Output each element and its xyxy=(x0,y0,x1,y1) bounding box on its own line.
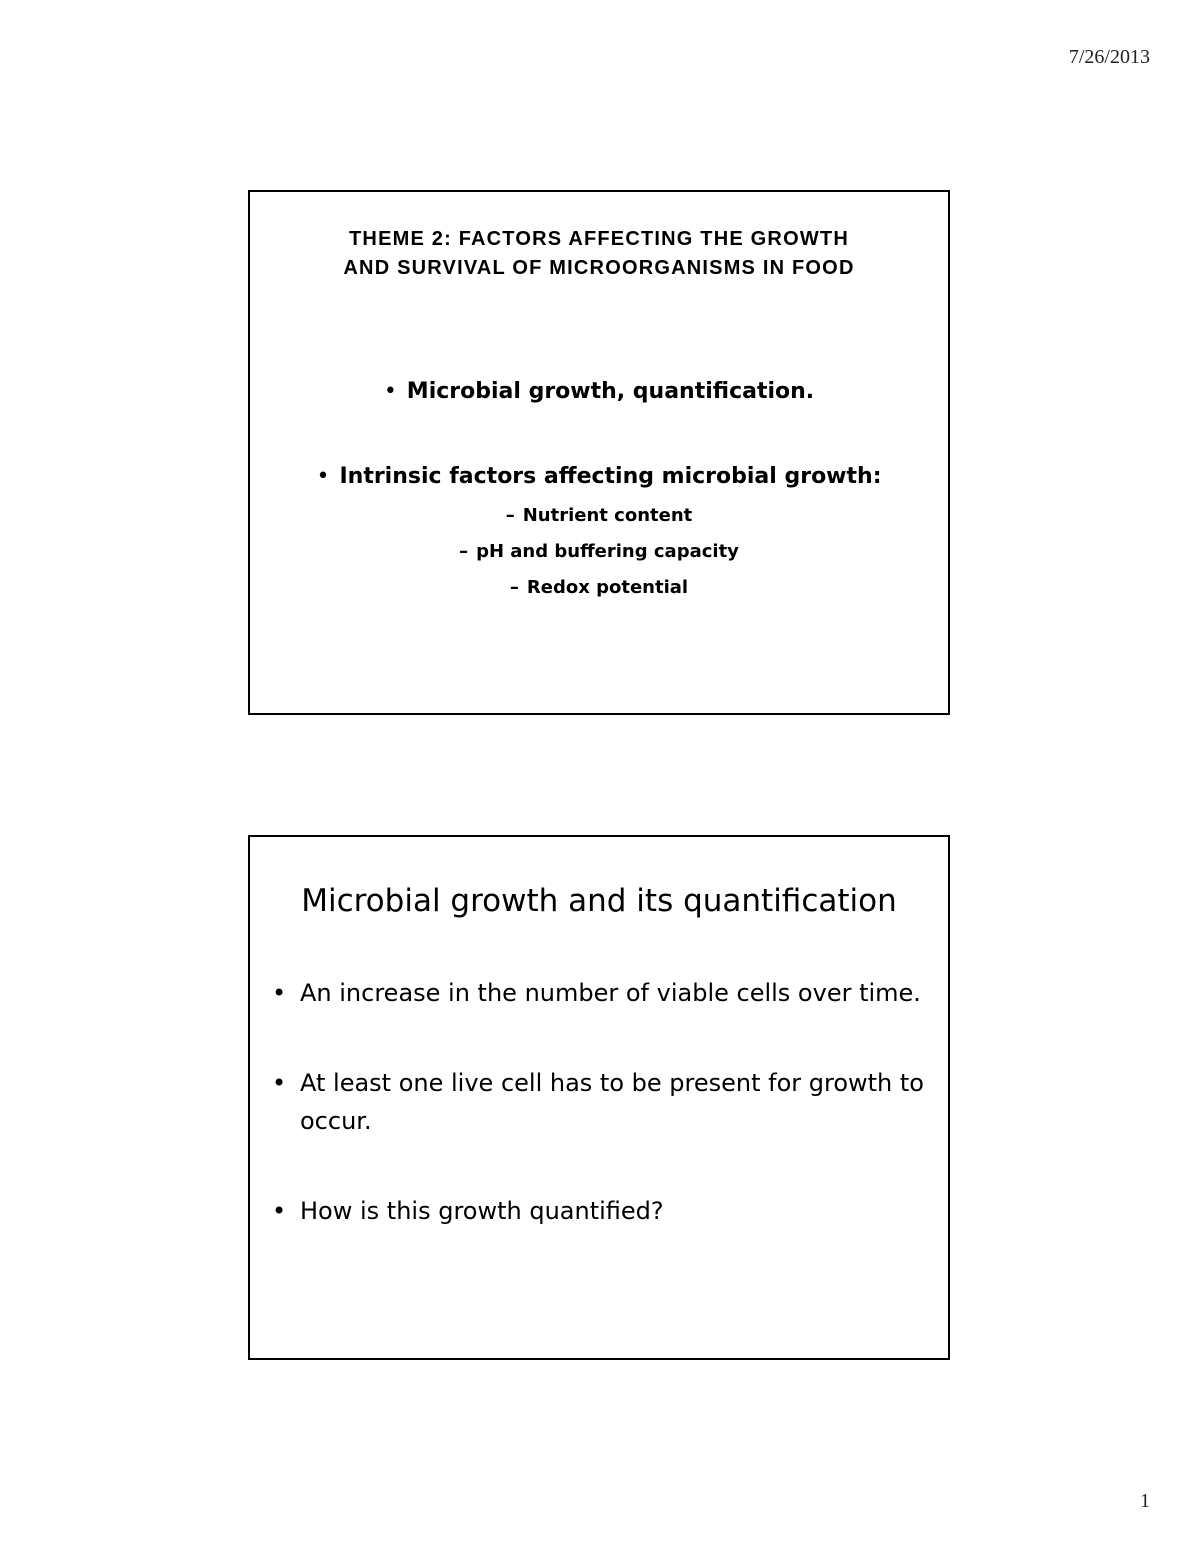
slide-2-bullet-text: At least one live cell has to be present for growth to occur. xyxy=(300,1069,924,1135)
slide-1-bullet-list xyxy=(250,377,948,600)
slide-2-bullet-item xyxy=(272,1064,932,1140)
slide-1-title xyxy=(250,225,948,283)
bullet-icon: • xyxy=(316,464,330,489)
slide-1-bullet-text: Intrinsic factors affecting microbial growth: xyxy=(339,464,882,489)
slide-2-bullet-list xyxy=(272,974,932,1282)
slide-2-bullet-item xyxy=(272,974,932,1012)
slide-1 xyxy=(248,190,950,715)
slide-1-bullet-text: Microbial growth, quantification. xyxy=(406,379,815,404)
slide-1-bullet-item xyxy=(250,462,948,600)
slide-1-subitem-text: Nutrient content xyxy=(522,505,693,526)
slide-1-bullet-item xyxy=(250,377,948,407)
bullet-icon: • xyxy=(383,379,397,404)
page-date: 7/26/2013 xyxy=(1068,46,1150,68)
bullet-icon: • xyxy=(272,1197,287,1225)
slide-1-subitem xyxy=(250,540,948,564)
slide-2-bullet-item xyxy=(272,1192,932,1230)
slide-1-subitem-text: Redox potential xyxy=(526,577,689,598)
bullet-icon: • xyxy=(272,979,287,1007)
bullet-icon: • xyxy=(272,1069,287,1097)
page-number: 1 xyxy=(1140,1490,1150,1512)
dash-icon: – xyxy=(505,505,515,526)
dash-icon: – xyxy=(509,577,519,598)
slide-2-bullet-text: An increase in the number of viable cells over time. xyxy=(300,979,921,1007)
slide-2-title: Microbial growth and its quantification xyxy=(301,883,897,919)
slide-1-subitem-text: pH and buffering capacity xyxy=(476,541,739,562)
slide-1-subitem xyxy=(250,576,948,600)
slide-2 xyxy=(248,835,950,1360)
slide-1-title-line-2: AND SURVIVAL OF MICROORGANISMS IN FOOD xyxy=(343,257,855,279)
dash-icon: – xyxy=(459,541,469,562)
slide-1-subitem xyxy=(250,504,948,528)
slide-2-bullet-text: How is this growth quantified? xyxy=(300,1197,664,1225)
slide-1-title-line-1: THEME 2: FACTORS AFFECTING THE GROWTH xyxy=(349,228,849,250)
